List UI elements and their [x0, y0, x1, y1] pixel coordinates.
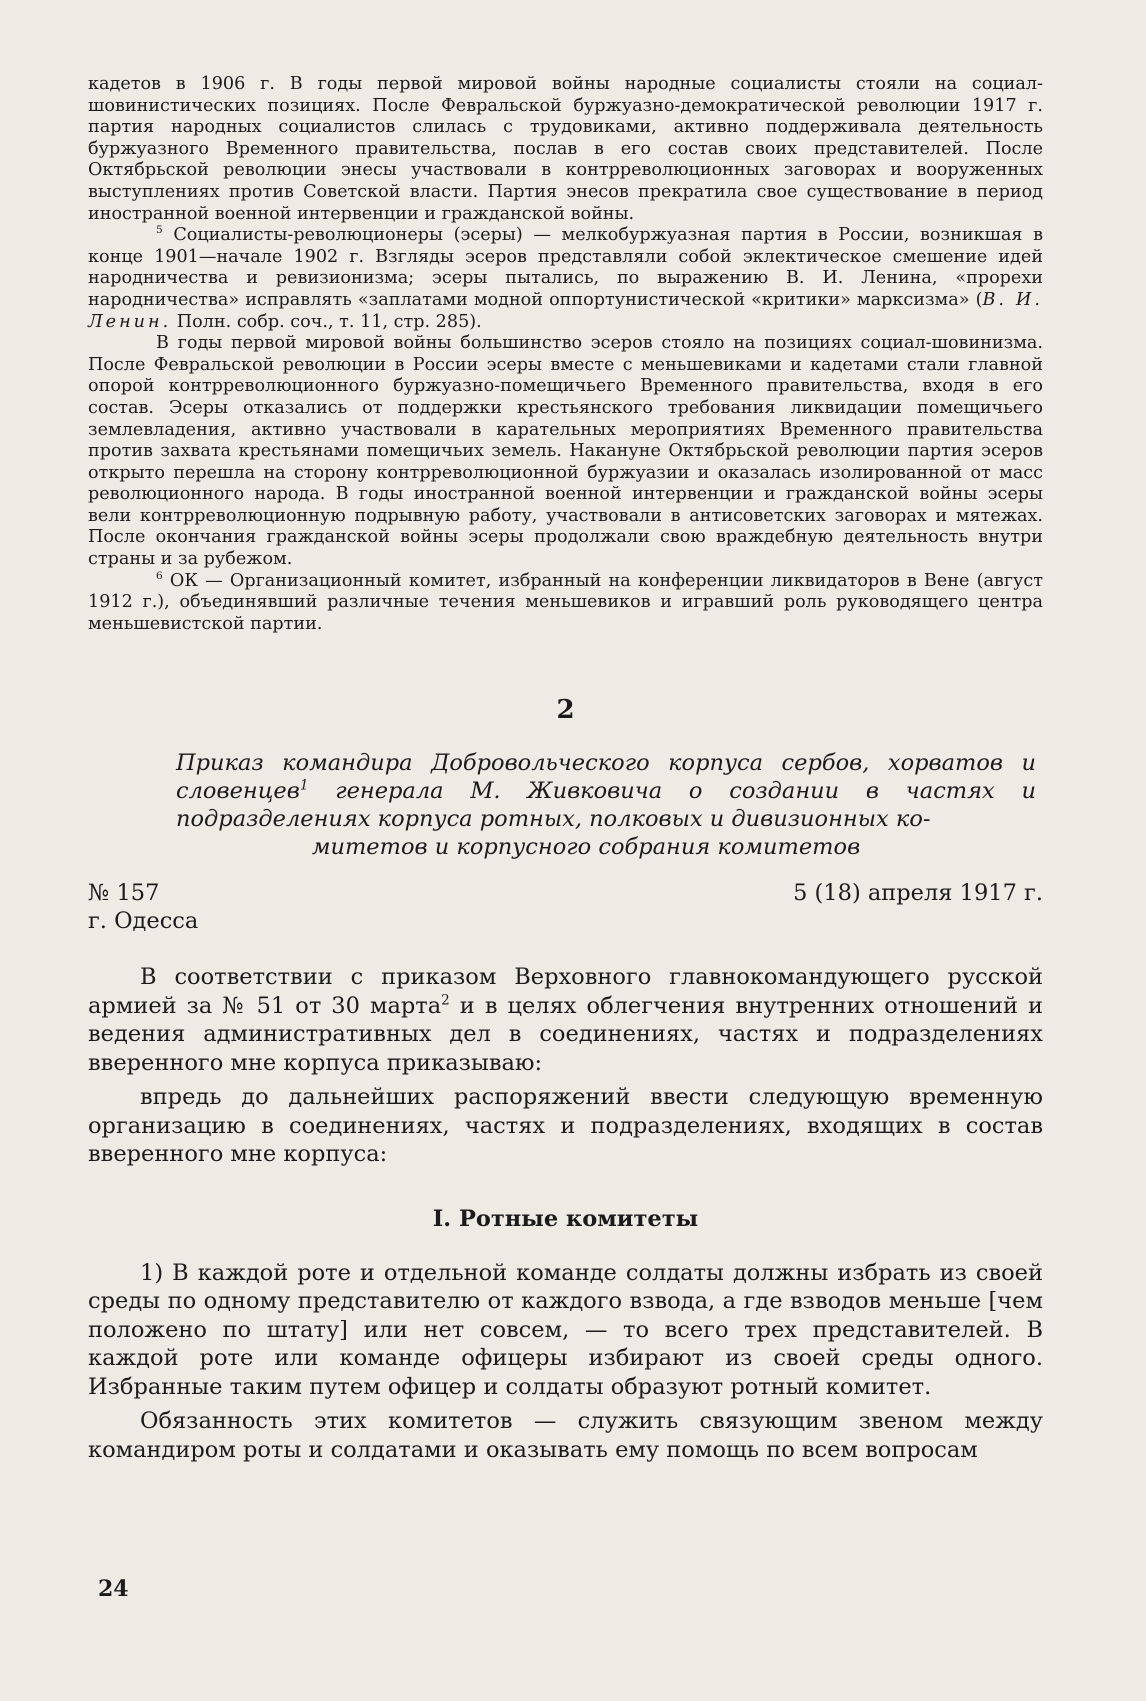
- footnote-5-author: В. И. Ленин.: [88, 289, 1043, 332]
- section-heading: I. Ротные комитеты: [432, 1205, 699, 1232]
- title-part-c: митетов и корпусного собрания комитетов: [311, 834, 861, 861]
- footnote-marker: 6: [156, 569, 163, 582]
- footnote-6-text: ОК — Организационный комитет, избранный на конференции ликвидаторов в Вене (август 1912 г.), объединявший различные течения меньшевиков и игравший роль руководящего центра меньшевистской партии.: [88, 570, 1043, 634]
- body-paragraph-1: [88, 963, 1043, 1077]
- title-footnote-marker: 1: [299, 777, 309, 794]
- body-footnote-marker: 2: [441, 992, 450, 1009]
- title-part-b: генерала М. Живковича о создании в частях и подразделениях корпуса ротных, полковых и дивизионных ко-: [176, 778, 1036, 833]
- body-p1-a: В соответствии с приказом Верховного главнокомандующего русской армией за № 51 от 30 марта: [88, 964, 1043, 1019]
- footnote-5: [88, 225, 1043, 333]
- footnote-continuation: кадетов в 1906 г. В годы первой мировой войны народные социалисты стояли на социал-шовинистических позициях. После Февральской буржуазно-демократической революции 1917 г. партия народных социалистов слилась с трудовиками, активно поддерживала деятельность буржуазного Временного правительства, послав в его состав своих представителей. После Октябрьской революции энесы участвовали в контрреволюционных заговорах и вооруженных выступлениях против Советской власти. Партия энесов прекратила свое существование в период иностранной военной интервенции и гражданской войны.: [88, 74, 1043, 224]
- footnote-5-text-b: Полн. собр. соч., т. 11, стр. 285).: [171, 311, 482, 332]
- page-number: 24: [98, 1576, 129, 1602]
- title-part-a: Приказ командира Добровольческого корпуса сербов, хорватов и словенцев: [176, 750, 1036, 805]
- order-number: № 157: [88, 880, 160, 907]
- order-city: г. Одесса: [88, 908, 199, 935]
- order-date: 5 (18) апреля 1917 г.: [793, 880, 1043, 907]
- footnote-marker: 5: [156, 224, 163, 237]
- footnote-5-text-a: Социалисты-революционеры (эсеры) — мелкобуржуазная партия в России, возникшая в конце 1901—начале 1902 г. Взгляды эсеров представляли собой эклектическое смешение идей народничества и ревизионизма; эсеры пытались, по выражению В. И. Ленина, «прорехи народничества» исправлять «заплатами модной оппортунистической «критики» марксизма» (: [88, 225, 1043, 310]
- page-content: [88, 74, 1043, 1464]
- body-paragraph-2: впредь до дальнейших распоряжений ввести следующую временную организацию в соединениях, частях и подразделениях, входящих в состав вверенного мне корпуса:: [88, 1084, 1043, 1168]
- footnote-5-continuation: В годы первой мировой войны большинство эсеров стояло на позициях социал-шовинизма. После Февральской революции в России эсеры вместе с меньшевиками и кадетами стали главной опорой контрреволюционного буржуазно-помещичьего Временного правительства, входя в его состав. Эсеры отказались от поддержки крестьянского требования ликвидации помещичьего землевладения, активно участвовали в карательных мероприятиях Временного правительства против захвата крестьянами помещичьих земель. Накануне Октябрьской революции партия эсеров открыто перешла на сторону контрреволюционной буржуазии и оказалась изолированной от масс революционного народа. В годы иностранной военной интервенции и гражданской войны эсеры вели контрреволюционную подрывную работу, участвовали в антисоветских заговорах и мятежах. После окончания гражданской войны эсеры продолжали свою враждебную деятельность внутри страны и за рубежом.: [88, 333, 1043, 570]
- document-meta: [88, 879, 1043, 907]
- document-title: [176, 749, 1036, 861]
- body-paragraph-4: Обязанность этих комитетов — служить связующим звеном между командиром роты и солдатами и оказывать ему помощь по всем вопросам: [88, 1408, 1043, 1463]
- body-p1-b: и в целях облегчения внутренних отношений и ведения административных дел в соединениях, частях и подразделениях вверенного мне корпуса приказываю:: [88, 992, 1044, 1076]
- document-number: 2: [556, 695, 575, 726]
- footnote-6: [88, 571, 1043, 636]
- body-paragraph-3: 1) В каждой роте и отдельной команде солдаты должны избрать из своей среды по одному представителю от каждого взвода, а где взводов меньше [чем положено по штату] или нет совсем, — то всего трех представителей. В каждой роте или команде офицеры избирают из своей среды одного. Избранные таким путем офицер и солдаты образуют ротный комитет.: [88, 1259, 1043, 1400]
